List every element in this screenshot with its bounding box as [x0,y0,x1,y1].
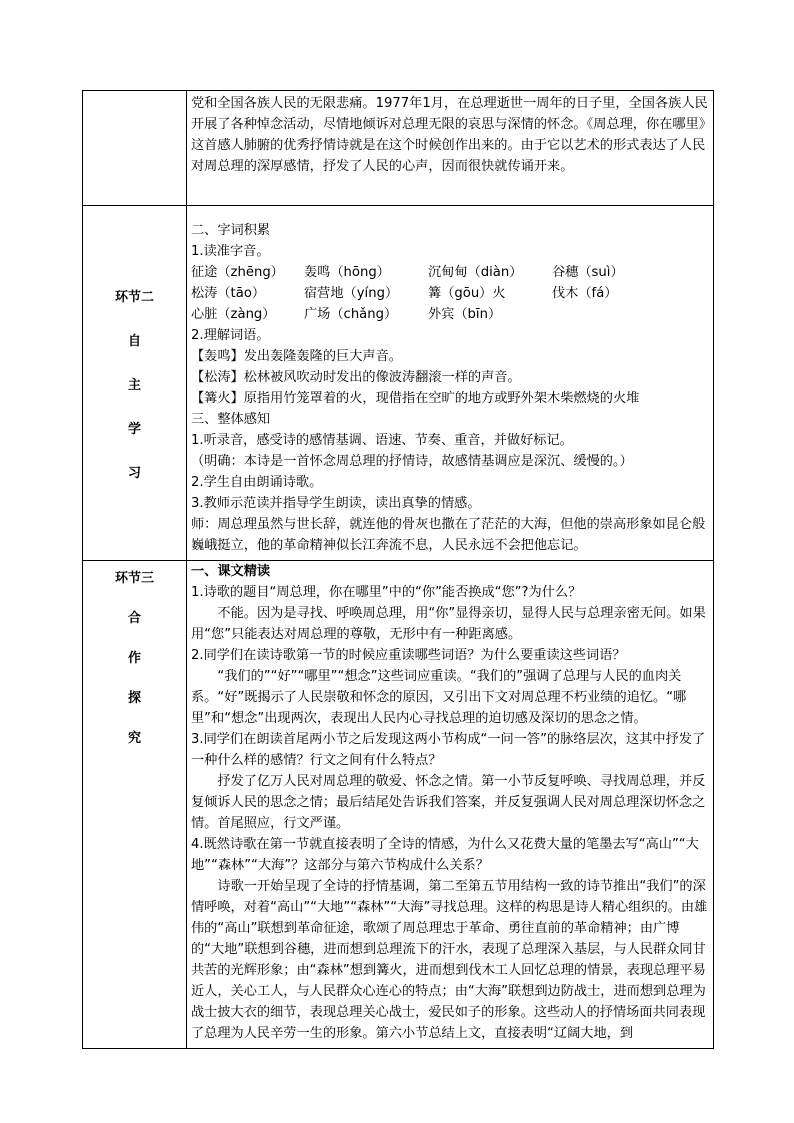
reading-heading: 一、课文精读 [191,564,271,579]
word-entry [191,367,710,388]
question-2: 2.同学们在读诗歌第一节的时候应重读哪些词语？为什么要重读这些词语？ [191,648,626,663]
pron-row [191,283,710,304]
section3-label-title: 环节三 [114,571,154,586]
pron-item: 谷穗（suì） [552,265,624,280]
intro-paragraph: 党和全国各族人民的无限悲痛。1977年1月，在总理逝世一周年的日子里，全国各族人民开展了各种悼念活动，尽情地倾诉对总理无限的哀思与深情的怀念。《周总理，你在哪里》这首感人肺腑的优秀抒情诗就是在这个时候创作出来的。由于它以艺术的形式表达了人民对周总理的深厚感情，抒发了人民的心声，因而很快就传诵开来。 [191,96,708,174]
section2-label-char: 学 [127,421,141,437]
overall-heading: 三、整体感知 [191,412,271,427]
vocab-heading: 二、字词积累 [191,223,271,238]
word-term: 【篝火】 [191,391,244,406]
pron-item: 征途（zhēng） [191,265,284,280]
pron-item: 轰鸣（hōng） [304,265,390,280]
overall-line: 2.学生自由朗诵诗歌。 [191,475,323,490]
intro-row [83,91,714,206]
section3-label-cell [83,561,187,1049]
answer-2: “我们的”“好”“哪里”“想念”这些词应重读。“我们的”强调了总理与人民的血肉关系。“好”既揭示了人民崇敬和怀念的原因，又引出下文对周总理不朽业绩的追忆。“哪里”和“想念”出现两次，表现出人民内心寻找总理的迫切感及深切的思念之情。 [191,669,687,726]
word-definition: 松林被风吹动时发出的像波涛翻滚一样的声音。 [243,370,521,385]
question-4: 4.既然诗歌在第一节就直接表明了全诗的情感，为什么又花费大量的笔墨去写“高山”“大地”“森林”“大海”？这部分与第六节构成什么关系？ [191,837,699,873]
pron-item: 松涛（tāo） [191,286,266,301]
section3-content-cell [187,561,714,1049]
lesson-plan-table [82,90,714,1049]
words-heading: 2.理解词语。 [191,328,270,343]
pron-item: 宿营地（yíng） [304,286,399,301]
pron-item: 篝（gōu）火 [428,286,506,301]
answer-4: 诗歌一开始呈现了全诗的抒情基调，第二至第五节用结构一致的诗节推出“我们”的深情呼唤，对着“高山”“大地”“森林”“大海”寻找总理。这样的构思是诗人精心组织的。由雄伟的“高山”联想到革命征途，歌颂了周总理忠于革命、勇往直前的革命精神；由广博的“大地”联想到谷穗，进而想到总理流下的汗水，表现了总理深入基层，与人民群众同甘共苦的光辉形象；由“森林”想到篝火，进而想到伐木工人回忆总理的情景，表现总理平易近人，关心工人，与人民群众心连心的特点；由“大海”联想到边防战士，进而想到总理为战士披大衣的细节，表现总理关心战士，爱民如子的形象。这些动人的抒情场面共同表现了总理为人民辛劳一生的形象。第六小节总结上文，直接表明“辽阔大地，到 [191,879,708,1041]
section2-label-title: 环节二 [114,289,154,305]
section3-row [83,561,714,1049]
overall-line: （明确：本诗是一首怀念周总理的抒情诗，故感情基调应是深沉、缓慢的。） [191,454,633,469]
word-entry [191,346,710,367]
section2-label-char: 自 [127,333,141,349]
word-entry [191,388,710,409]
section2-label-cell [83,206,187,561]
answer-1: 不能。因为是寻找、呼唤周总理，用“你”显得亲切，显得人民与总理亲密无间。如果用“您”只能表达对周总理的尊敬，无形中有一种距离感。 [191,606,706,642]
intro-label-cell [83,91,187,206]
word-term: 【松涛】 [191,370,244,385]
question-1: 1.诗歌的题目“周总理，你在哪里”中的“你”能否换成“您”?为什么？ [191,585,582,600]
section3-label [83,561,186,1054]
section2-label-char: 主 [127,377,141,393]
section3-label-char: 探 [127,691,141,706]
section2-label [83,206,186,560]
section2-row [83,206,714,561]
section3-label-char: 作 [127,651,141,666]
word-definition: 原指用竹笼罩着的火，现借指在空旷的地方或野外架木柴燃烧的火堆 [243,391,640,406]
pron-item: 伐木（fá） [552,286,618,301]
section3-label-char: 合 [127,611,141,626]
intro-content-cell [187,91,714,206]
pron-item: 广场（chǎng） [304,307,398,322]
question-3: 3.同学们在朗读首尾两小节之后发现这两小节构成“一问一答”的脉络层次，这其中抒发了一种什么样的感情？行文之间有什么特点？ [191,732,706,768]
pron-row [191,304,710,325]
overall-line: 1.听录音，感受诗的感情基调、语速、节奏、重音，并做好标记。 [191,433,573,448]
word-term: 【轰鸣】 [191,349,244,364]
pron-item: 外宾（bīn） [428,307,502,322]
section2-content-cell [187,206,714,561]
pron-heading: 1.读准字音。 [191,244,270,259]
pron-item: 沉甸甸（diàn） [428,265,523,280]
section3-label-char: 究 [127,731,141,746]
overall-line: 师：周总理虽然与世长辞，就连他的骨灰也撒在了茫茫的大海，但他的崇高形象如昆仑般巍峨挺立，他的革命精神似长江奔流不息，人民永远不会把他忘记。 [191,517,706,553]
word-definition: 发出轰隆轰隆的巨大声音。 [243,349,402,364]
overall-line: 3.教师示范读并指导学生朗读，读出真挚的情感。 [191,496,481,511]
pron-item: 心脏（zàng） [191,307,276,322]
pron-row [191,262,710,283]
answer-3: 抒发了亿万人民对周总理的敬爱、怀念之情。第一小节反复呼唤、寻找周总理，并反复倾诉人民的思念之情；最后结尾处告诉我们答案，并反复强调人民对周总理深切怀念之情。首尾照应，行文严谨。 [191,774,706,831]
section2-label-char: 习 [127,465,141,481]
